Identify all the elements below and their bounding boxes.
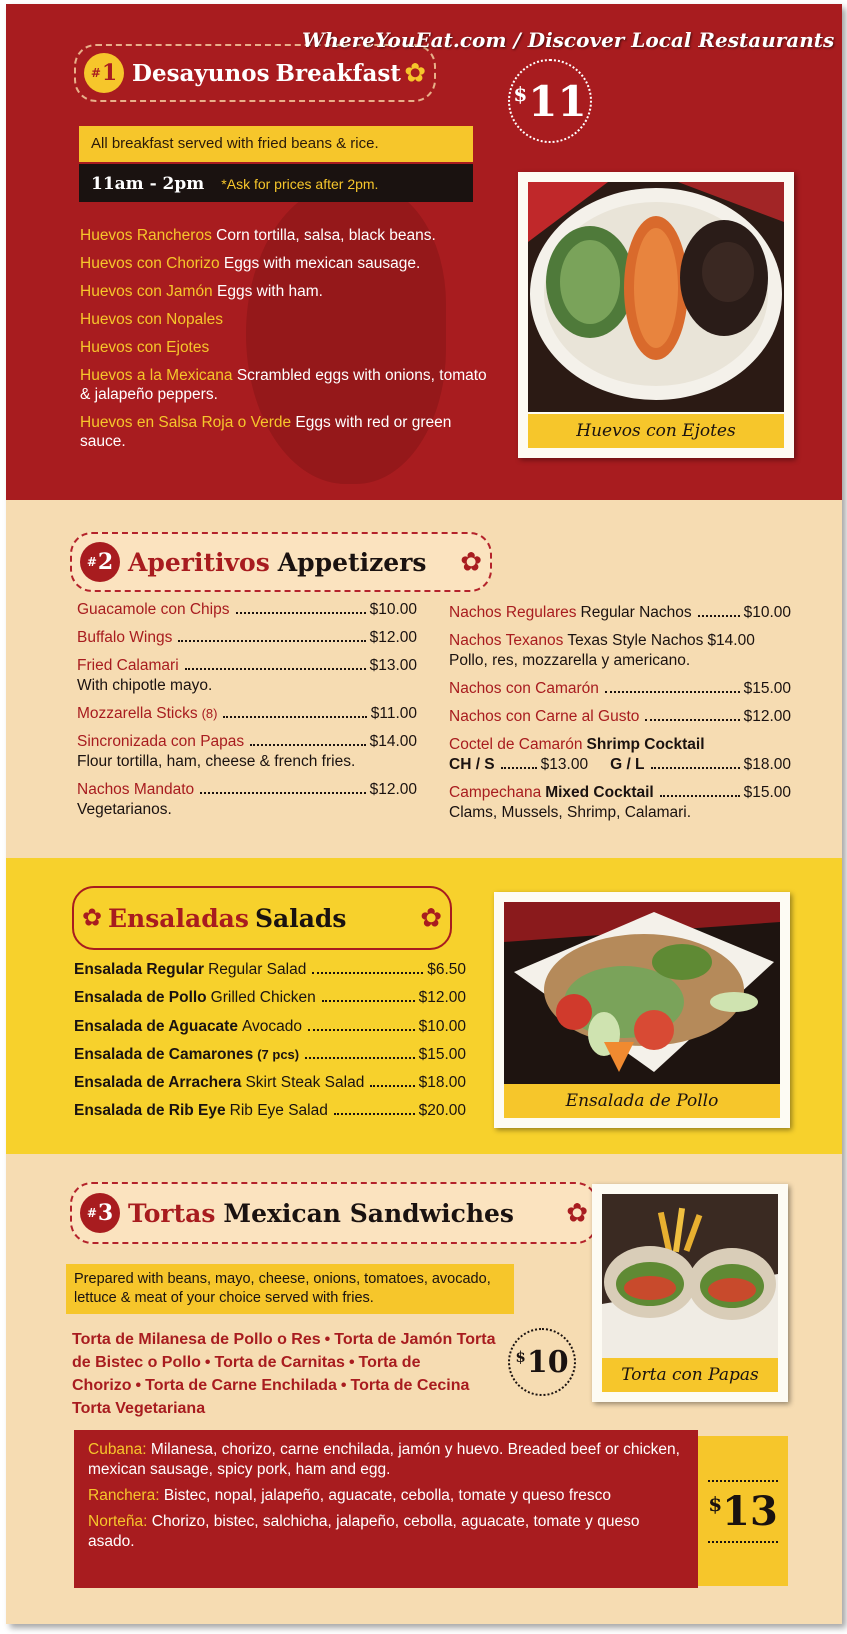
bullet-separator: • — [348, 1354, 355, 1371]
leader-dots — [651, 767, 740, 769]
special-item — [88, 1512, 686, 1552]
item-name: Nachos Mandato — [77, 781, 195, 798]
salad-illustration — [504, 902, 780, 1084]
item-price: $11.00 — [370, 705, 417, 722]
leader-dots — [370, 1085, 414, 1087]
item-price: $15.00 — [743, 784, 791, 801]
bullet-separator: • — [135, 1377, 142, 1394]
tortas-title-en: Mexican Sandwiches — [223, 1198, 514, 1228]
item-desc: Clams, Mussels, Shrimp, Calamari. — [449, 804, 692, 821]
item-desc: Eggs with mexican sausage. — [223, 255, 421, 272]
item-name-en: Shrimp Cocktail — [586, 736, 705, 753]
torta-photo — [592, 1184, 788, 1402]
item-name: Ensalada de Aguacate — [74, 1017, 238, 1035]
special-desc: Milanesa, chorizo, carne enchilada, jamón y huevo. Breaded beef or chicken, mexican sausage, spicy pork, ham and egg. — [88, 1441, 680, 1478]
item-name: Nachos con Carne al Gusto — [449, 708, 640, 725]
item-desc: Eggs with ham. — [217, 283, 323, 300]
tortas-price-badge — [508, 1328, 576, 1396]
salads-title-es: Ensaladas — [108, 903, 249, 933]
flower-ornament-icon: ✿ — [566, 1197, 588, 1228]
bullet-separator: • — [204, 1354, 211, 1371]
special-price-frame — [708, 1480, 778, 1543]
item-name-en: Regular Salad — [208, 961, 307, 978]
item-name: Huevos con Chorizo — [80, 255, 220, 272]
menu-item — [74, 1017, 466, 1037]
salads-title-en: Salads — [254, 903, 347, 933]
tortas-list — [72, 1328, 502, 1420]
leader-dots — [305, 1057, 414, 1059]
special-desc: Bistec, nopal, jalapeño, aguacate, cebolla, tomate y queso fresco — [163, 1487, 612, 1504]
menu-item — [449, 707, 791, 727]
photo-caption: Huevos con Ejotes — [528, 414, 784, 448]
currency-symbol: $ — [513, 82, 528, 106]
photo-caption: Torta con Papas — [602, 1358, 778, 1392]
section-number-badge: # 2 — [80, 542, 120, 582]
item-desc: Corn tortilla, salsa, black beans. — [216, 227, 436, 244]
section-number-badge: # 3 — [80, 1193, 120, 1233]
leader-dots — [312, 972, 423, 974]
item-price: $14.00 — [707, 632, 755, 649]
menu-item — [77, 656, 417, 676]
torta-item: Torta de Bistec o Pollo — [72, 1331, 496, 1371]
menu-item — [449, 783, 791, 803]
item-name: Huevos con Jamón — [80, 283, 213, 300]
item-price: $6.50 — [427, 961, 466, 978]
leader-dots — [334, 1113, 415, 1115]
item-name: Campechana — [449, 784, 542, 801]
salads-banner — [72, 886, 452, 950]
breakfast-photo — [518, 172, 794, 458]
torta-item: Torta de Carnitas — [214, 1354, 345, 1371]
menu-item — [80, 310, 500, 329]
breakfast-price-badge — [508, 59, 592, 143]
menu-item — [80, 254, 500, 273]
item-name: Huevos con Ejotes — [80, 339, 210, 356]
menu-item — [74, 988, 466, 1008]
appetizers-title-en: Appetizers — [277, 547, 427, 577]
site-watermark: WhereYouEat.com / Discover Local Restaurants — [302, 28, 835, 52]
torta-illustration — [602, 1194, 778, 1358]
bullet-separator: • — [324, 1331, 331, 1348]
breakfast-title-en: Breakfast — [275, 59, 401, 87]
leader-dots — [185, 668, 366, 670]
item-name: Huevos a la Mexicana — [80, 367, 233, 384]
item-desc: Eggs with red or green sauce. — [80, 414, 452, 450]
item-name: Sincronizada con Papas — [77, 733, 245, 750]
menu-item — [80, 413, 500, 451]
item-name: Ensalada de Camarones — [74, 1045, 254, 1063]
breakfast-ask-note: *Ask for prices after 2pm. — [221, 176, 379, 192]
menu-item — [80, 282, 500, 301]
menu-item — [449, 603, 791, 623]
menu-item — [74, 1073, 466, 1093]
menu-item — [74, 960, 466, 980]
flower-ornament-icon: ✿ — [460, 546, 482, 577]
item-name: Nachos Regulares — [449, 604, 577, 621]
photo-caption: Ensalada de Pollo — [504, 1084, 780, 1118]
special-name: Ranchera: — [88, 1487, 160, 1504]
menu-item — [74, 1045, 466, 1065]
breakfast-list — [80, 226, 500, 460]
leader-dots — [501, 767, 537, 769]
item-name: Ensalada Regular — [74, 961, 205, 978]
size-label: CH / S — [449, 756, 495, 773]
breakfast-note: All breakfast served with fried beans & rice. — [79, 126, 473, 162]
item-price: $18.00 — [418, 1074, 466, 1092]
menu-item — [77, 628, 417, 648]
torta-item: Torta de Cecina — [350, 1377, 470, 1394]
bullet-separator: • — [340, 1377, 347, 1394]
item-name: Buffalo Wings — [77, 629, 173, 646]
menu-item — [77, 732, 417, 752]
menu-item — [77, 704, 417, 724]
menu-item — [80, 338, 500, 357]
leader-dots — [322, 1000, 415, 1002]
section-number: 1 — [101, 60, 118, 86]
appetizers-title-es: Aperitivos — [128, 547, 270, 577]
item-price: $12.00 — [369, 629, 417, 646]
leader-dots — [178, 640, 365, 642]
item-desc: Scrambled eggs with onions, tomato & jalapeño peppers. — [80, 367, 487, 403]
leader-dots — [223, 716, 366, 718]
section-number: 2 — [97, 549, 114, 575]
item-name: Ensalada de Pollo — [74, 989, 207, 1007]
menu-item — [80, 226, 500, 245]
special-price-badge — [698, 1436, 788, 1586]
leader-dots — [698, 615, 740, 617]
item-name: Huevos Rancheros — [80, 227, 212, 244]
item-quantity: (8) — [201, 706, 218, 721]
food-photo-image — [602, 1194, 778, 1358]
item-name-en: Rib Eye Salad — [229, 1102, 328, 1120]
leader-dots — [250, 744, 365, 746]
special-item — [88, 1486, 686, 1506]
leader-dots — [200, 792, 365, 794]
special-tortas-box — [74, 1430, 698, 1588]
tortas-price: 10 — [526, 1344, 569, 1380]
leader-dots — [660, 795, 740, 797]
item-desc: With chipotle mayo. — [77, 677, 213, 694]
breakfast-hours-bar — [79, 164, 473, 202]
menu-item — [449, 631, 791, 651]
item-name: Fried Calamari — [77, 657, 179, 674]
leader-dots — [236, 612, 366, 614]
item-price: $10.00 — [369, 601, 417, 618]
breakfast-banner — [74, 44, 436, 102]
salads-list — [74, 960, 466, 1130]
tortas-title-es: Tortas — [128, 1198, 216, 1228]
item-name: Ensalada de Rib Eye — [74, 1102, 226, 1120]
item-name-en: Skirt Steak Salad — [245, 1074, 365, 1092]
special-name: Norteña: — [88, 1513, 148, 1530]
item-price: $10.00 — [743, 604, 791, 621]
item-name: Guacamole con Chips — [77, 601, 230, 618]
item-desc: Vegetarianos. — [77, 801, 172, 818]
special-name: Cubana: — [88, 1441, 147, 1458]
flower-ornament-icon: ✿ — [404, 57, 426, 88]
special-item — [88, 1440, 686, 1480]
breakfast-hours: 11am - 2pm — [91, 174, 205, 194]
torta-item: Torta Vegetariana — [72, 1400, 206, 1417]
item-price: $13.00 — [369, 657, 417, 674]
breakfast-price: 11 — [528, 76, 587, 126]
menu-item — [74, 1101, 466, 1121]
item-price: $20.00 — [418, 1102, 466, 1120]
section-number: 3 — [97, 1200, 114, 1226]
salad-photo — [494, 892, 790, 1128]
size-price: $18.00 — [743, 756, 791, 773]
appetizers-right-column — [449, 603, 791, 823]
item-name: Huevos en Salsa Roja o Verde — [80, 414, 292, 431]
menu-item — [449, 679, 791, 699]
appetizers-banner — [70, 532, 492, 592]
item-price: $15.00 — [743, 680, 791, 697]
tortas-banner — [70, 1182, 598, 1244]
item-name: Nachos Texanos — [449, 632, 564, 649]
leader-dots — [605, 691, 740, 693]
item-name: Coctel de Camarón — [449, 736, 583, 753]
currency-symbol: $ — [708, 1492, 723, 1516]
torta-item: Torta de Carne Enchilada — [145, 1377, 337, 1394]
item-name-en: Grilled Chicken — [210, 989, 316, 1007]
menu-item — [80, 366, 500, 404]
flower-ornament-icon: ✿ — [82, 904, 103, 932]
item-price: $12.00 — [743, 708, 791, 725]
torta-item: Torta de Milanesa de Pollo o Res — [72, 1331, 321, 1348]
size-label: G / L — [610, 756, 645, 773]
plate-illustration — [528, 182, 784, 412]
menu-item — [77, 600, 417, 620]
item-price: $12.00 — [369, 781, 417, 798]
item-name: Ensalada de Arrachera — [74, 1074, 242, 1092]
section-number-badge: # 1 — [84, 53, 124, 93]
food-photo-image — [504, 902, 780, 1084]
leader-dots — [308, 1029, 415, 1031]
item-price: $12.00 — [418, 989, 466, 1007]
item-name-en: Texas Style Nachos — [567, 632, 704, 649]
item-desc: Pollo, res, mozzarella y americano. — [449, 652, 691, 669]
currency-symbol: $ — [515, 1348, 526, 1366]
item-price: $10.00 — [418, 1017, 466, 1035]
breakfast-title-es: Desayunos — [132, 59, 270, 87]
item-name: Huevos con Nopales — [80, 311, 224, 328]
flower-ornament-icon: ✿ — [420, 902, 442, 933]
tortas-note: Prepared with beans, mayo, cheese, onions, tomatoes, avocado, lettuce & meat of your choice served with fries. — [66, 1264, 514, 1314]
appetizers-left-column — [77, 600, 417, 820]
item-price: $15.00 — [418, 1045, 466, 1063]
item-name-en: Avocado — [241, 1017, 303, 1035]
leader-dots — [645, 719, 739, 721]
item-name: Nachos con Camarón — [449, 680, 599, 697]
special-price: 13 — [722, 1487, 778, 1535]
item-price: $14.00 — [369, 733, 417, 750]
menu-item — [449, 735, 791, 755]
item-name: Mozzarella Sticks — [77, 705, 198, 722]
size-prices — [449, 755, 791, 775]
item-name-en: Regular Nachos — [580, 604, 692, 621]
item-name-en: Mixed Cocktail — [545, 784, 654, 801]
item-quantity: (7 pcs) — [257, 1046, 300, 1062]
torta-item: Torta de Chorizo — [72, 1354, 421, 1394]
size-price: $13.00 — [540, 756, 589, 773]
menu-page — [6, 4, 842, 1624]
item-desc: Flour tortilla, ham, cheese & french fries. — [77, 753, 356, 770]
special-desc: Chorizo, bistec, salchicha, jalapeño, cebolla, aguacate, tomate y queso asado. — [88, 1513, 640, 1550]
menu-item — [77, 780, 417, 800]
torta-item: Torta de Jamón — [334, 1331, 453, 1348]
food-photo-image — [528, 182, 784, 412]
